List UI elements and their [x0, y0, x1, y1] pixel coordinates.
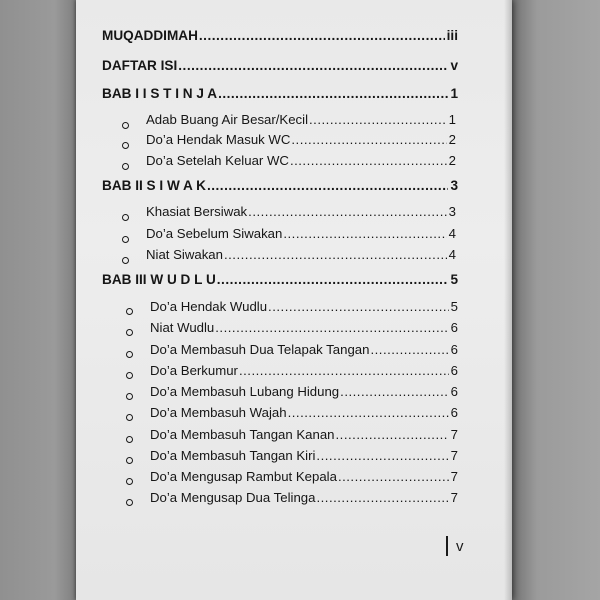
toc-item[interactable]	[150, 469, 458, 485]
entry-label: DAFTAR ISI	[102, 58, 178, 73]
leader-dots	[268, 299, 449, 315]
leader-dots	[224, 247, 447, 263]
item-label: Do’a Membasuh Tangan Kanan	[150, 427, 335, 442]
item-label: Niat Siwakan	[146, 247, 223, 262]
leader-dots	[218, 86, 448, 102]
toc-entry-daftar-isi[interactable]	[102, 58, 458, 74]
chapter-title: BAB III W U D L U	[102, 272, 216, 287]
leader-dots	[217, 272, 449, 288]
leader-dots	[316, 490, 448, 506]
table-of-contents	[76, 0, 512, 600]
item-label: Adab Buang Air Besar/Kecil	[146, 112, 309, 127]
bullet-icon	[122, 142, 129, 149]
toc-item[interactable]	[146, 226, 456, 242]
chapter-page: 3	[450, 178, 458, 193]
item-page: 7	[450, 469, 458, 484]
leader-dots	[316, 448, 448, 464]
chapter-title: BAB II S I W A K	[102, 178, 206, 193]
bullet-icon	[122, 214, 129, 221]
chapter-page: 1	[450, 86, 458, 101]
item-page: 7	[450, 490, 458, 505]
item-page: 6	[450, 342, 458, 357]
item-page: 6	[450, 384, 458, 399]
item-page: 5	[450, 299, 458, 314]
leader-dots	[199, 28, 445, 44]
bullet-icon	[126, 478, 133, 485]
leader-dots	[336, 427, 449, 443]
chapter-heading-bab-1[interactable]	[102, 86, 458, 102]
entry-page: v	[450, 58, 458, 73]
item-label: Do’a Membasuh Dua Telapak Tangan	[150, 342, 370, 357]
item-page: 6	[450, 363, 458, 378]
bullet-icon	[126, 414, 133, 421]
item-page: 6	[450, 320, 458, 335]
item-label: Do’a Setelah Keluar WC	[146, 153, 289, 168]
item-label: Do’a Membasuh Wajah	[150, 405, 287, 420]
toc-item[interactable]	[150, 363, 458, 379]
background-left	[0, 0, 78, 600]
chapter-heading-bab-2[interactable]	[102, 178, 458, 194]
toc-item[interactable]	[146, 132, 456, 148]
item-label: Do’a Membasuh Tangan Kiri	[150, 448, 316, 463]
item-page: 7	[450, 448, 458, 463]
item-page: 1	[448, 112, 456, 127]
item-label: Do’a Membasuh Lubang Hidung	[150, 384, 340, 399]
bullet-icon	[122, 236, 129, 243]
item-page: 2	[448, 153, 456, 168]
leader-dots	[290, 153, 447, 169]
bullet-icon	[126, 372, 133, 379]
leader-dots	[338, 469, 449, 485]
bullet-icon	[126, 393, 133, 400]
leader-dots	[178, 58, 448, 74]
bullet-icon	[126, 308, 133, 315]
leader-dots	[248, 204, 447, 220]
item-page: 4	[448, 247, 456, 262]
leader-dots	[309, 112, 447, 128]
toc-entry-muqaddimah[interactable]	[102, 28, 458, 44]
item-label: Do’a Berkumur	[150, 363, 238, 378]
bullet-icon	[122, 257, 129, 264]
item-label: Do’a Hendak Masuk WC	[146, 132, 291, 147]
folio-number: v	[456, 537, 464, 555]
toc-item[interactable]	[150, 299, 458, 315]
entry-label: MUQADDIMAH	[102, 28, 198, 43]
chapter-title: BAB I I S T I N J A	[102, 86, 218, 101]
toc-item[interactable]	[146, 153, 456, 169]
toc-item[interactable]	[146, 112, 456, 128]
bullet-icon	[126, 351, 133, 358]
toc-item[interactable]	[150, 427, 458, 443]
bullet-icon	[122, 163, 129, 170]
chapter-page: 5	[450, 272, 458, 287]
leader-dots	[207, 178, 448, 194]
item-page: 6	[450, 405, 458, 420]
chapter-heading-bab-3[interactable]	[102, 272, 458, 288]
item-label: Do’a Mengusap Dua Telinga	[150, 490, 316, 505]
background-right	[510, 0, 600, 600]
leader-dots	[215, 320, 448, 336]
bullet-icon	[126, 457, 133, 464]
bullet-icon	[122, 122, 129, 129]
leader-dots	[239, 363, 449, 379]
bullet-icon	[126, 329, 133, 336]
leader-dots	[283, 226, 446, 242]
item-page: 3	[448, 204, 456, 219]
item-page: 2	[448, 132, 456, 147]
book-page	[76, 0, 512, 600]
toc-item[interactable]	[150, 490, 458, 506]
item-label: Do’a Mengusap Rambut Kepala	[150, 469, 337, 484]
leader-dots	[288, 405, 449, 421]
toc-item[interactable]	[150, 384, 458, 400]
bullet-icon	[126, 499, 133, 506]
toc-item[interactable]	[150, 405, 458, 421]
toc-item[interactable]	[150, 448, 458, 464]
folio-divider	[446, 536, 448, 556]
bullet-icon	[126, 436, 133, 443]
leader-dots	[291, 132, 446, 148]
item-label: Niat Wudlu	[150, 320, 215, 335]
page-folio	[446, 536, 464, 556]
entry-page: iii	[446, 28, 458, 43]
toc-item[interactable]	[150, 320, 458, 336]
leader-dots	[370, 342, 448, 358]
item-label: Do’a Hendak Wudlu	[150, 299, 268, 314]
item-label: Khasiat Bersiwak	[146, 204, 248, 219]
toc-item[interactable]	[146, 247, 456, 263]
toc-item[interactable]	[146, 204, 456, 220]
toc-item[interactable]	[150, 342, 458, 358]
leader-dots	[340, 384, 449, 400]
item-label: Do’a Sebelum Siwakan	[146, 226, 283, 241]
item-page: 4	[448, 226, 456, 241]
item-page: 7	[450, 427, 458, 442]
